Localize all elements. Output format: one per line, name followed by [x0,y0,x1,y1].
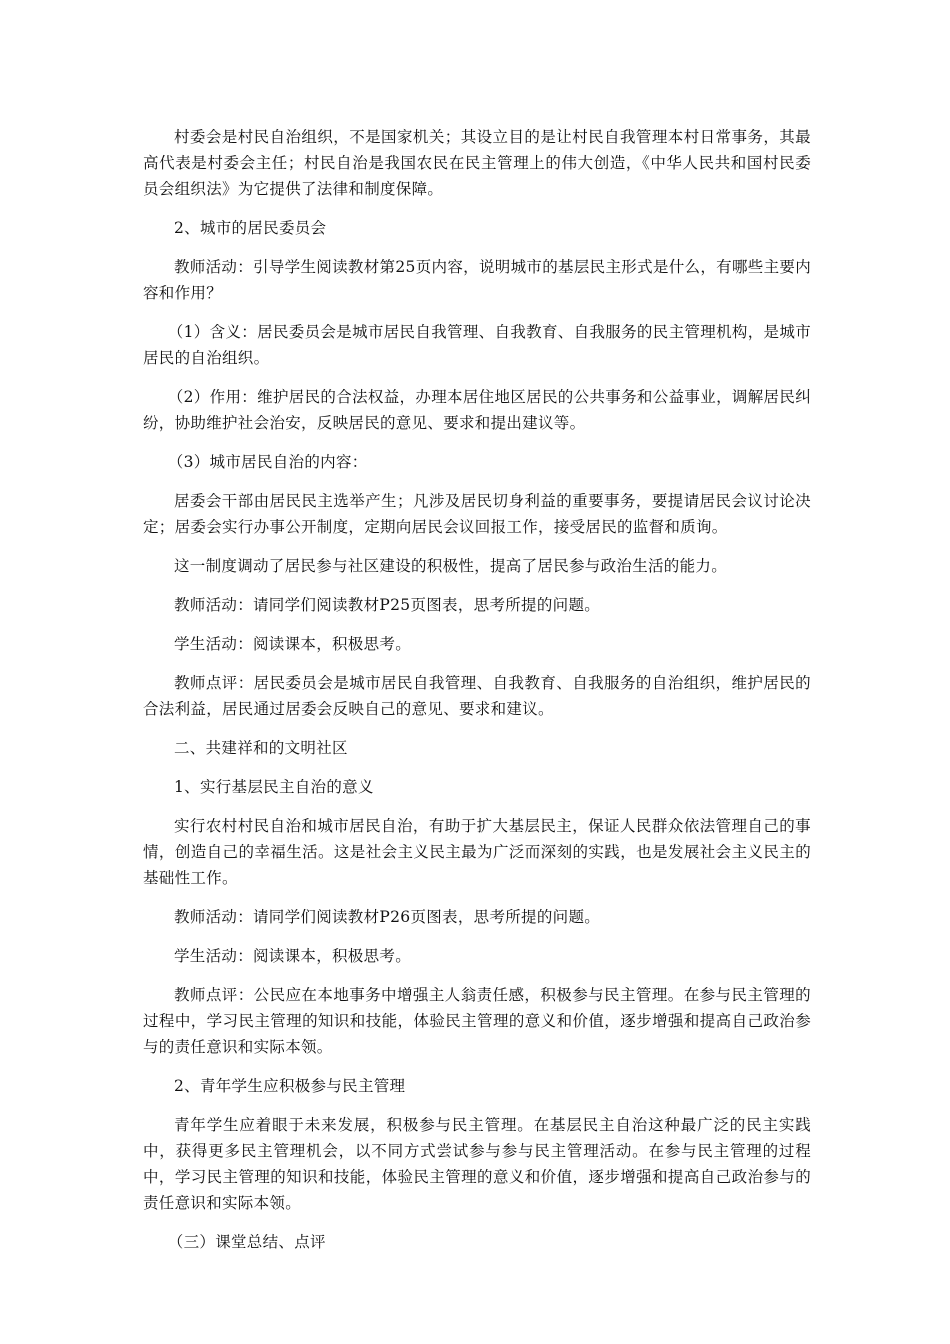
heading-significance: 1、实行基层民主自治的意义 [174,778,374,796]
paragraph-function: （2）作用：维护居民的合法权益，办理本居住地区居民的公共事务和公益事业，调解居民纠纷，协助维护社会治安，反映居民的意见、要求和提出建议等。 [143,388,811,432]
paragraph-definition: （1）含义：居民委员会是城市居民自我管理、自我教育、自我服务的民主管理机构，是城市居民的自治组织。 [143,323,811,367]
paragraph-teacher-activity-2: 教师活动：请同学们阅读教材P25页图表，思考所提的问题。 [174,596,601,614]
paragraph-youth-participation: 青年学生应着眼于未来发展，积极参与民主管理。在基层民主自治这种最广泛的民主实践中，获得更多民主管理机会，以不同方式尝试参与参与民主管理活动。在参与民主管理的过程中，学习民主管理的知识和技能，体验民主管理的意义和价值，逐步增强和提高自己政治参与的责任意识和实际本领。 [143,1116,811,1212]
heading-residents-committee: 2、城市的居民委员会 [174,219,327,237]
heading-civilized-community: 二、共建祥和的文明社区 [174,739,348,757]
paragraph-teacher-activity-3: 教师活动：请同学们阅读教材P26页图表，思考所提的问题。 [174,908,601,926]
paragraph-student-activity-1: 学生活动：阅读课本，积极思考。 [174,635,412,653]
paragraph-system-effect: 这一制度调动了居民参与社区建设的积极性，提高了居民参与政治生活的能力。 [174,557,728,575]
paragraph-village-committee: 村委会是村民自治组织，不是国家机关；其设立目的是让村民自我管理本村日常事务，其最高代表是村委会主任；村民自治是我国农民在民主管理上的伟大创造，《中华人民共和国村民委员会组织法》为它提供了法律和制度保障。 [143,128,811,198]
paragraph-significance: 实行农村村民自治和城市居民自治，有助于扩大基层民主，保证人民群众依法管理自己的事情，创造自己的幸福生活。这是社会主义民主最为广泛而深刻的实践，也是发展社会主义民主的基础性工作。 [143,817,811,887]
heading-youth-participation: 2、青年学生应积极参与民主管理 [174,1077,406,1095]
document-body [143,124,811,1268]
paragraph-teacher-activity-1: 教师活动：引导学生阅读教材第25页内容，说明城市的基层民主形式是什么，有哪些主要内容和作用？ [143,258,811,302]
heading-class-summary: （三）课堂总结、点评 [167,1233,326,1251]
paragraph-teacher-comment-2: 教师点评：公民应在本地事务中增强主人翁责任感，积极参与民主管理。在参与民主管理的过程中，学习民主管理的知识和技能，体验民主管理的意义和价值，逐步增强和提高自己政治参与的责任意识和实际本领。 [143,986,811,1056]
paragraph-teacher-comment-1: 教师点评：居民委员会是城市居民自我管理、自我教育、自我服务的自治组织，维护居民的合法利益，居民通过居委会反映自己的意见、要求和建议。 [143,674,811,718]
paragraph-student-activity-2: 学生活动：阅读课本，积极思考。 [174,947,412,965]
paragraph-content-heading: （3）城市居民自治的内容： [167,453,368,471]
paragraph-committee-cadres: 居委会干部由居民民主选举产生；凡涉及居民切身利益的重要事务，要提请居民会议讨论决定；居委会实行办事公开制度，定期向居民会议回报工作，接受居民的监督和质询。 [143,492,811,536]
